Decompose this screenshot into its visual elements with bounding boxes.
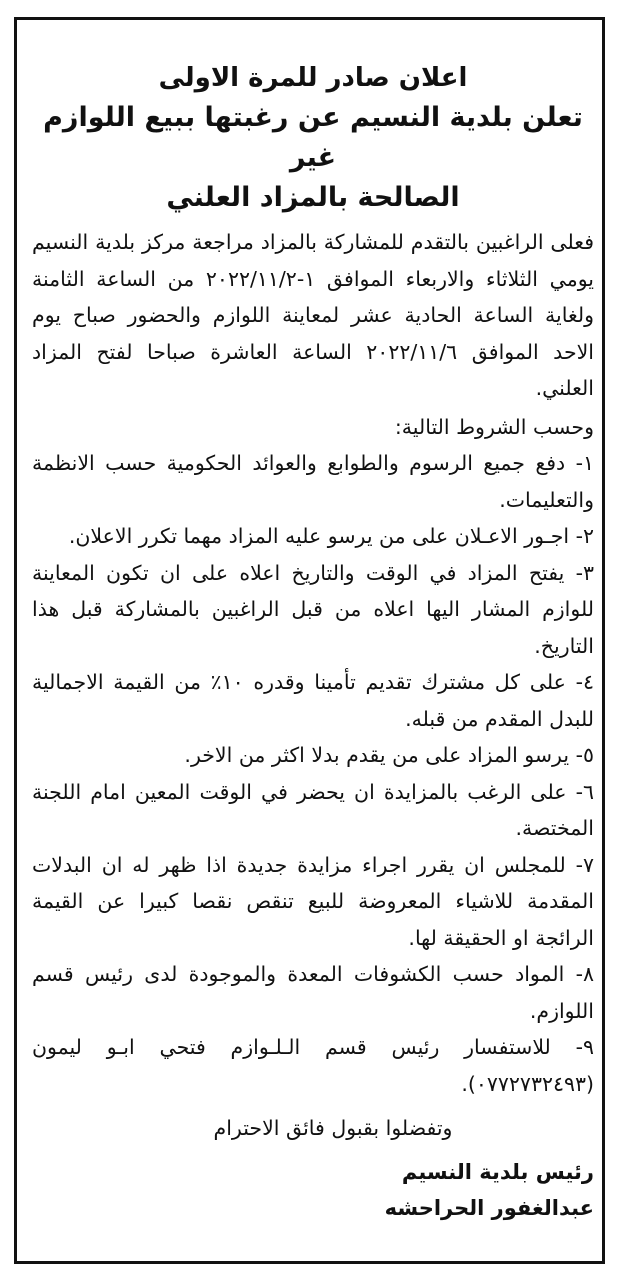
condition-1: ١- دفع جميع الرسوم والطوابع والعوائد الحكومية حسب الانظمة والتعليمات. bbox=[32, 451, 594, 512]
closing-salutation: وتفضلوا بقبول فائق الاحترام bbox=[213, 1116, 453, 1140]
condition-7: ٧- للمجلس ان يقرر اجراء مزايدة جديدة اذا ظهر له ان البدلات المقدمة للاشياء المعروضة للبيع تنقص نقصا كبيرا عن القيمة الرائجة او الحقيقة لها. bbox=[32, 852, 594, 950]
public-announcement bbox=[32, 58, 594, 1226]
announcement-subject-line-2: الصالحة بالمزاد العلني bbox=[166, 182, 460, 213]
condition-5: ٥- يرسو المزاد على من يقدم بدلا اكثر من الاخر. bbox=[184, 743, 594, 767]
condition-6: ٦- على الرغب بالمزايدة ان يحضر في الوقت المعين امام اللجنة المختصة. bbox=[32, 779, 594, 840]
announcement-titles bbox=[32, 58, 594, 218]
announcement-heading: اعلان صادر للمرة الاولى bbox=[158, 63, 468, 93]
signature-block bbox=[32, 1154, 594, 1226]
conditions-lead: وحسب الشروط التالية: bbox=[394, 414, 594, 439]
condition-4: ٤- على كل مشترك تقديم تأمينا وقدره ١٠٪ من القيمة الاجمالية للبدل المقدم من قبله. bbox=[32, 670, 594, 731]
condition-2: ٢- اجـور الاعـلان على من يرسو عليه المزاد مهما تكرر الاعلان. bbox=[68, 524, 594, 548]
signature-title: رئيس بلدية النسيم bbox=[401, 1160, 594, 1184]
condition-9: ٩- للاستفسار رئيس قسم الـلـوازم فتحي ابـو ليمون (٠٧٧٢٧٣٢٤٩٣). bbox=[32, 1035, 594, 1096]
announcement-subject-line-1: تعلن بلدية النسيم عن رغبتها ببيع اللوازم غير bbox=[43, 102, 583, 173]
announcement-body bbox=[32, 224, 594, 1102]
condition-8: ٨- المواد حسب الكشوفات المعدة والموجودة لدى رئيس قسم اللوازم. bbox=[32, 962, 594, 1023]
intro-paragraph: فعلى الراغبين بالتقدم للمشاركة بالمزاد مراجعة مركز بلدية النسيم يومي الثلاثاء والاربعاء الموافق ١-٢٠٢٢/١١/٢ من الساعة الثامنة ولغاية الساعة الحادية عشر لمعاينة اللوازم والحضور صباح يوم الاحد الموافق ٢٠٢٢/١١/٦ الساعة العاشرة صباحا لفتح المزاد العلني. bbox=[32, 230, 595, 400]
signature-name: عبدالغفور الحراحشه bbox=[384, 1196, 594, 1220]
condition-3: ٣- يفتح المزاد في الوقت والتاريخ اعلاه على ان تكون المعاينة للوازم المشار اليها اعلاه من قبل الراغبين بالمشاركة قبل هذا التاريخ. bbox=[32, 560, 594, 658]
